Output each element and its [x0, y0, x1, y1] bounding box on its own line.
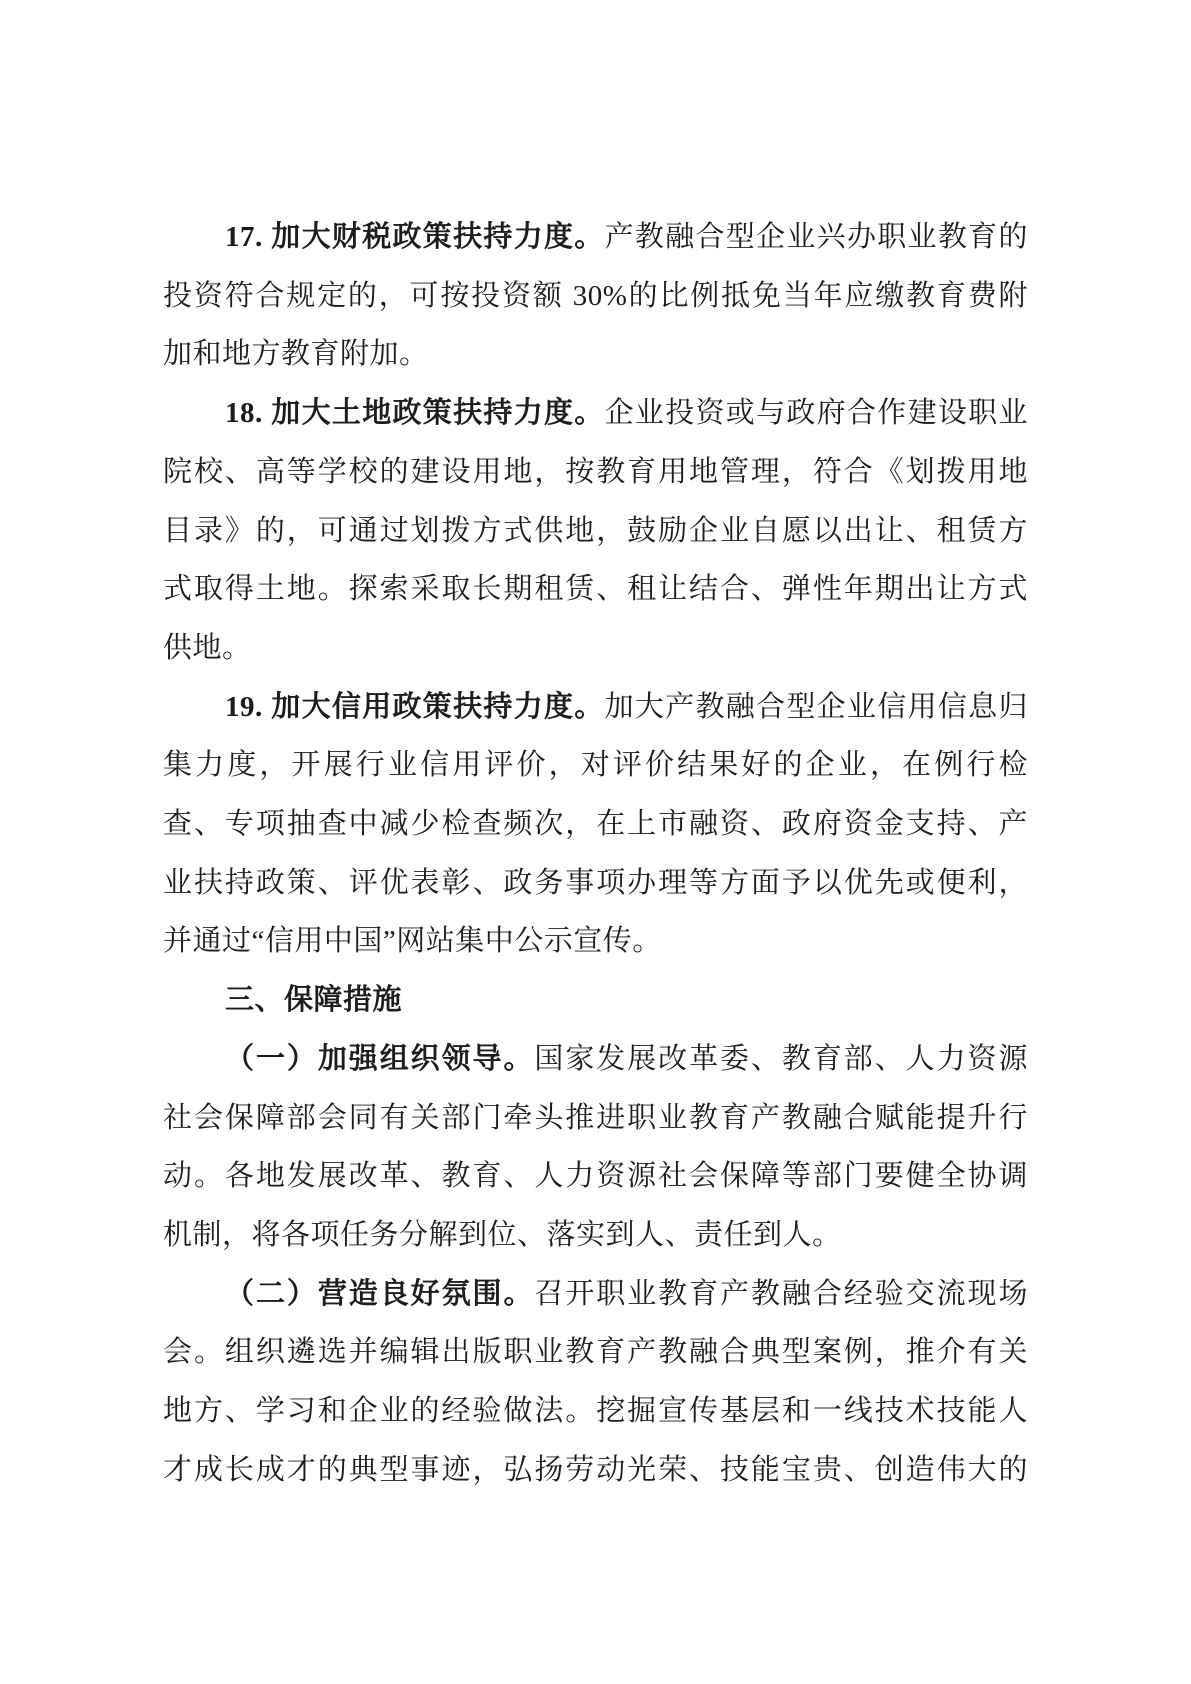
body-text: 产教融合型企业兴办职业教育的 — [604, 221, 1028, 253]
paragraph-section-3-heading — [163, 971, 1028, 1030]
body-text: 集力度，开展行业信用评价，对评价结果好的企业，在例行检 — [163, 749, 1028, 782]
text-line — [163, 678, 1028, 737]
text-line — [163, 325, 1028, 384]
lead-emphasis-text: 17. 加大财税政策扶持力度。 — [225, 221, 605, 253]
lead-emphasis-text: （一）加强组织领导。 — [225, 1042, 535, 1075]
text-line — [163, 1030, 1028, 1089]
text-line — [163, 854, 1028, 913]
paragraph-item-18 — [163, 384, 1028, 678]
lead-emphasis-text: 19. 加大信用政策扶持力度。 — [225, 690, 605, 723]
text-line — [163, 267, 1028, 326]
body-text: 会。组织遴选并编辑出版职业教育产教融合典型案例，推介有关 — [163, 1336, 1028, 1369]
body-text: 社会保障部会同有关部门牵头推进职业教育产教融合赋能提升行 — [163, 1101, 1028, 1134]
text-line — [163, 1382, 1028, 1441]
text-line — [163, 208, 1028, 267]
body-text: 加大产教融合型企业信用信息归 — [604, 690, 1028, 723]
body-text: 并通过“信用中国”网站集中公示宣传。 — [163, 925, 662, 958]
paragraph-item-19 — [163, 678, 1028, 972]
text-line — [163, 795, 1028, 854]
paragraph-item-17 — [163, 208, 1028, 384]
body-text: 查、专项抽查中减少检查频次，在上市融资、政府资金支持、产 — [163, 808, 1028, 841]
body-text: 企业投资或与政府合作建设职业 — [604, 397, 1028, 430]
text-line — [163, 1089, 1028, 1148]
text-line — [163, 912, 1028, 971]
text-line — [163, 736, 1028, 795]
lead-emphasis-text: 三、保障措施 — [225, 984, 403, 1017]
text-line — [163, 619, 1028, 678]
paragraph-item-3-2 — [163, 1265, 1028, 1500]
lead-emphasis-text: 18. 加大土地政策扶持力度。 — [225, 397, 605, 430]
body-text: 投资符合规定的，可按投资额 30%的比例抵免当年应缴教育费附 — [163, 279, 1028, 312]
text-line — [163, 560, 1028, 619]
body-text: 召开职业教育产教融合经验交流现场 — [534, 1277, 1028, 1310]
paragraph-item-3-1 — [163, 1030, 1028, 1265]
body-text: 国家发展改革委、教育部、人力资源 — [534, 1042, 1028, 1075]
text-line — [163, 502, 1028, 561]
text-line — [163, 1265, 1028, 1324]
body-text: 式取得土地。探索采取长期租赁、租让结合、弹性年期出让方式 — [163, 573, 1028, 606]
lead-emphasis-text: （二）营造良好氛围。 — [225, 1277, 535, 1310]
body-text: 地方、学习和企业的经验做法。挖掘宣传基层和一线技术技能人 — [163, 1395, 1028, 1428]
text-line — [163, 971, 1028, 1030]
body-text: 供地。 — [163, 631, 252, 664]
body-text: 加和地方教育附加。 — [163, 338, 429, 371]
body-text: 动。各地发展改革、教育、人力资源社会保障等部门要健全协调 — [163, 1160, 1028, 1193]
text-line — [163, 384, 1028, 443]
text-line — [163, 443, 1028, 502]
body-text: 业扶持政策、评优表彰、政务事项办理等方面予以优先或便利， — [163, 866, 1028, 899]
text-line — [163, 1441, 1028, 1500]
document-content — [163, 208, 1028, 1499]
body-text: 目录》的，可通过划拨方式供地，鼓励企业自愿以出让、租赁方 — [163, 514, 1028, 547]
body-text: 才成长成才的典型事迹，弘扬劳动光荣、技能宝贵、创造伟大的 — [163, 1453, 1028, 1486]
text-line — [163, 1147, 1028, 1206]
text-line — [163, 1323, 1028, 1382]
text-line — [163, 1206, 1028, 1265]
body-text: 院校、高等学校的建设用地，按教育用地管理，符合《划拨用地 — [163, 455, 1028, 488]
body-text: 机制，将各项任务分解到位、落实到人、责任到人。 — [163, 1218, 842, 1251]
